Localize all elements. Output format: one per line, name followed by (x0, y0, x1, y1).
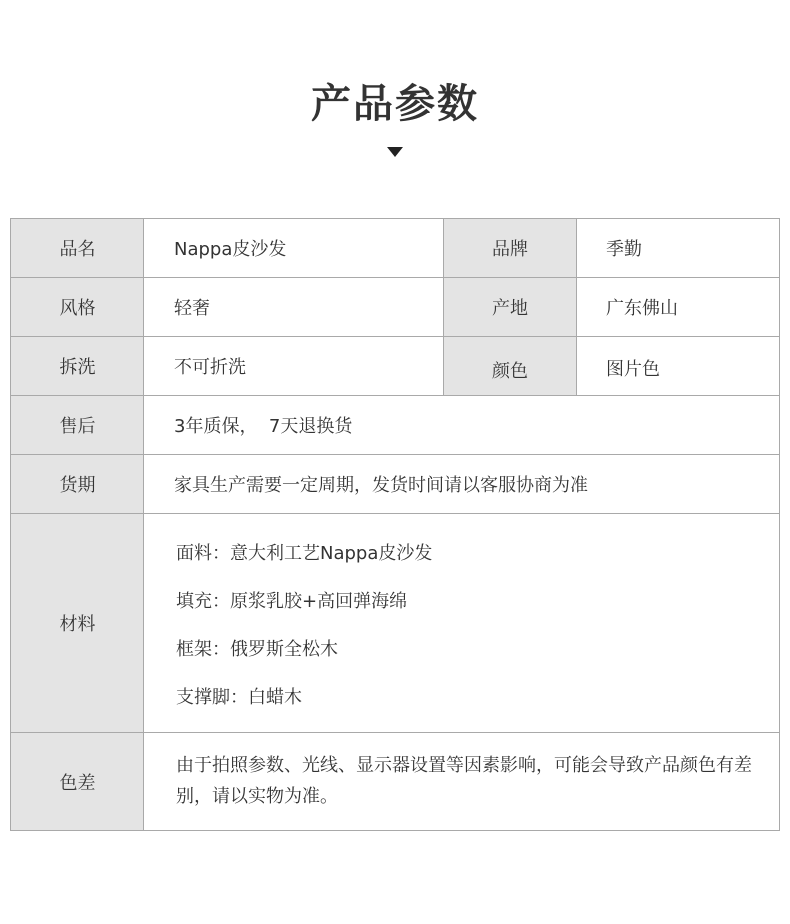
value-name: Nappa皮沙发 (174, 219, 442, 277)
value-brand: 季勤 (606, 219, 776, 277)
table-rule (10, 277, 780, 278)
value-color-diff: 由于拍照参数、光线、显示器设置等因素影响，可能会导致产品颜色有差别，请以实物为准。 (176, 755, 752, 807)
caret-down-icon (387, 147, 403, 157)
value-origin: 广东佛山 (606, 278, 776, 336)
label-delivery: 货期 (11, 455, 144, 513)
table-rule (143, 218, 144, 831)
label-color: 颜色 (444, 337, 576, 395)
table-border (10, 830, 780, 831)
table-rule (10, 336, 780, 337)
table-rule (10, 454, 780, 455)
value-style: 轻奢 (174, 278, 442, 336)
value-aftersales: 3年质保， 7天退换货 (174, 396, 774, 454)
table-border (10, 218, 11, 831)
label-material: 材料 (11, 514, 144, 732)
table-rule (10, 395, 780, 396)
label-style: 风格 (11, 278, 144, 336)
page-title: 产品参数 (311, 81, 479, 127)
table-border (10, 218, 780, 219)
material-line: 填充：原浆乳胶+高回弹海绵 (176, 591, 408, 612)
label-name: 品名 (11, 219, 144, 277)
table-rule (10, 513, 780, 514)
label-washable: 拆洗 (11, 337, 144, 395)
table-rule (443, 218, 444, 396)
value-delivery: 家具生产需要一定周期，发货时间请以客服协商为准 (174, 455, 774, 513)
label-origin: 产地 (444, 278, 576, 336)
value-color: 图片色 (606, 337, 776, 395)
table-rule (576, 218, 577, 396)
material-line: 框架：俄罗斯全松木 (176, 639, 338, 660)
label-brand: 品牌 (444, 219, 576, 277)
material-line: 面料：意大利工艺Nappa皮沙发 (176, 543, 433, 564)
value-washable: 不可折洗 (174, 337, 442, 395)
material-line: 支撑脚：白蜡木 (176, 687, 302, 708)
label-aftersales: 售后 (11, 396, 144, 454)
label-color-diff: 色差 (11, 733, 144, 830)
table-rule (10, 732, 780, 733)
table-border (779, 218, 780, 831)
